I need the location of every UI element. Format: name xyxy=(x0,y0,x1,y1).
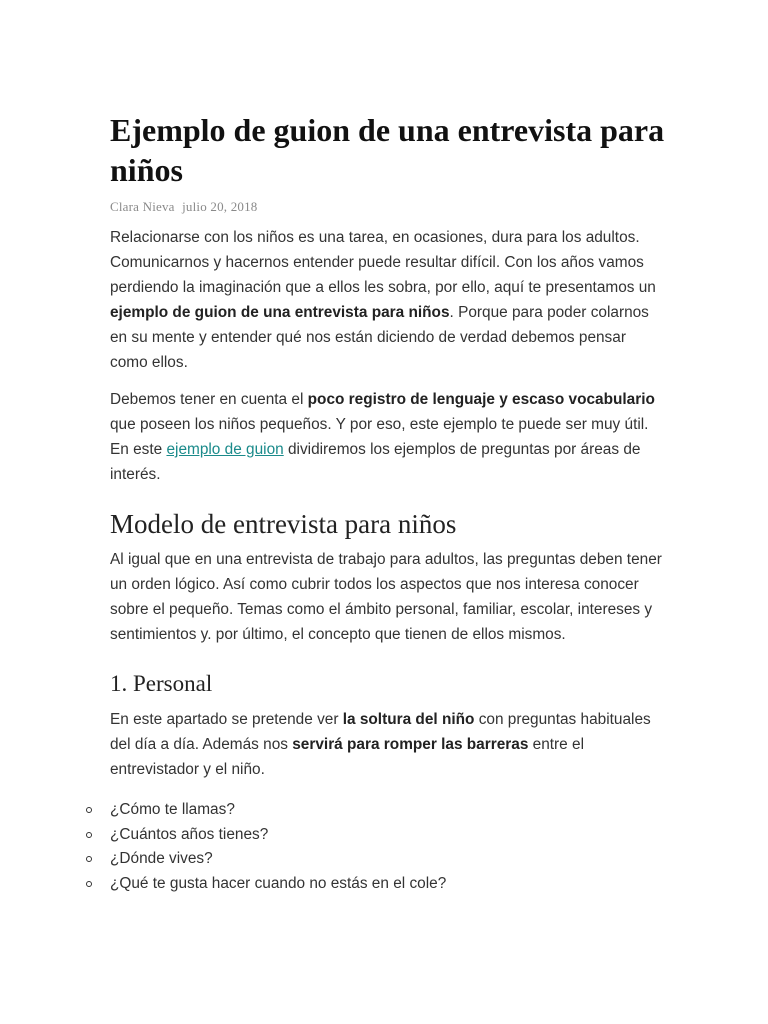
question-text: ¿Cuántos años tienes? xyxy=(110,825,269,843)
circle-bullet-icon xyxy=(86,807,92,813)
intro-p1-bold: ejemplo de guion de una entrevista para niños xyxy=(110,304,450,321)
list-item xyxy=(110,847,665,872)
list-item xyxy=(110,823,665,848)
personal-paragraph xyxy=(110,707,665,782)
personal-text-a: En este apartado se pretende ver xyxy=(110,711,343,728)
article xyxy=(110,110,665,896)
intro-p2-text-b: que poseen los niños pequeños. Y por eso, este ejemplo te puede ser muy útil. En este xyxy=(110,416,649,458)
circle-bullet-icon xyxy=(86,832,92,838)
section-heading-personal: 1. Personal xyxy=(110,671,213,696)
personal-bold-1: la soltura del niño xyxy=(342,711,475,728)
circle-bullet-icon xyxy=(86,881,92,887)
author-name: Clara Nieva xyxy=(110,199,175,214)
intro-p2-bold: poco registro de lenguaje y escaso vocabulario xyxy=(307,391,655,408)
list-item xyxy=(110,798,665,823)
intro-paragraph-2 xyxy=(110,387,665,487)
article-meta xyxy=(110,199,665,215)
personal-text-c: entre el entrevistador y el niño. xyxy=(110,736,585,778)
question-list xyxy=(110,798,665,896)
intro-p2-text-c: dividiremos los ejemplos de preguntas por áreas de interés. xyxy=(110,441,641,483)
article-title: Ejemplo de guion de una entrevista para niños xyxy=(110,112,665,188)
intro-p1-text-a: Relacionarse con los niños es una tarea, en ocasiones, dura para los adultos. Comunicarnos y hacernos entender puede resultar difícil. Con los años vamos perdiendo la imaginación que a ellos les sobra, por ello, aquí te presentamos un xyxy=(110,229,656,296)
question-text: ¿Cómo te llamas? xyxy=(110,801,235,818)
publish-date: julio 20, 2018 xyxy=(182,199,258,214)
question-text: ¿Dónde vives? xyxy=(110,850,213,867)
question-text: ¿Qué te gusta hacer cuando no estás en el cole? xyxy=(110,874,447,892)
personal-bold-2: servirá para romper las barreras xyxy=(292,736,529,753)
intro-p2-text-a: Debemos tener en cuenta el xyxy=(110,391,308,408)
intro-paragraph-1 xyxy=(110,225,665,375)
guion-example-link[interactable]: ejemplo de guion xyxy=(166,441,284,458)
list-item xyxy=(110,872,665,897)
personal-text-b: con preguntas habituales del día a día. Además nos xyxy=(110,711,651,753)
section-heading-model: Modelo de entrevista para niños xyxy=(110,509,457,539)
intro-p1-text-b: . Porque para poder colarnos en su mente y entender qué nos están diciendo de verdad debemos pensar como ellos. xyxy=(110,304,649,371)
model-paragraph: Al igual que en una entrevista de trabajo para adultos, las preguntas deben tener un orden lógico. Así como cubrir todos los aspectos que nos interesa conocer sobre el pequeño. Temas como el ámbito personal, familiar, escolar, intereses y sentimientos y. por último, el concepto que tienen de ellos mismos. xyxy=(110,551,662,643)
circle-bullet-icon xyxy=(86,856,92,862)
